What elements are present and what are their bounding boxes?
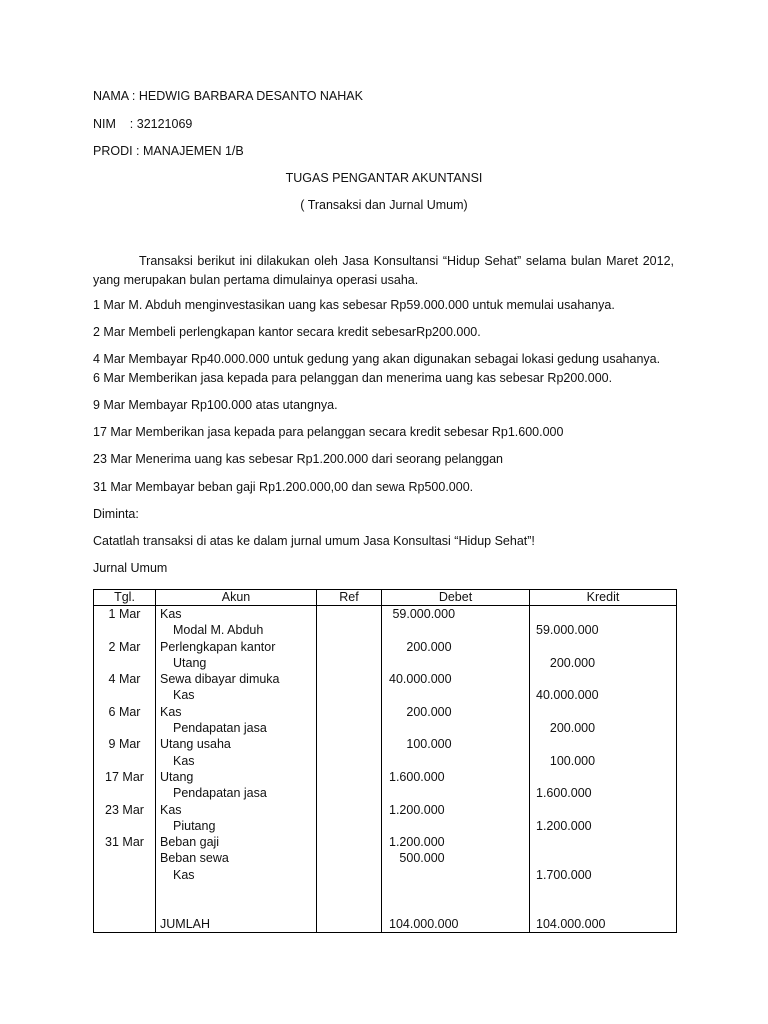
cell-akun: Sewa dibayar dimuka	[156, 671, 317, 687]
cell-kredit	[530, 704, 677, 720]
cell-akun	[156, 899, 317, 915]
transaction-line: 1 Mar M. Abduh menginvestasikan uang kas sebesar Rp59.000.000 untuk memulai usahanya.	[93, 298, 615, 312]
student-prodi: PRODI : MANAJEMEN 1/B	[93, 144, 244, 158]
cell-akun: Utang usaha	[156, 736, 317, 752]
cell-kredit: 59.000.000	[530, 622, 677, 638]
table-row	[94, 818, 677, 834]
cell-tgl	[94, 622, 156, 638]
cell-kredit	[530, 834, 677, 850]
cell-tgl	[94, 850, 156, 866]
cell-akun: Kas	[156, 753, 317, 769]
cell-debet	[382, 655, 530, 671]
header-debet: Debet	[382, 590, 530, 606]
table-row	[94, 769, 677, 785]
cell-akun: Kas	[156, 802, 317, 818]
journal-body	[94, 606, 677, 933]
header-akun: Akun	[156, 590, 317, 606]
cell-akun: Beban gaji	[156, 834, 317, 850]
cell-debet	[382, 883, 530, 899]
cell-ref	[317, 899, 382, 915]
cell-akun: JUMLAH	[156, 916, 317, 933]
cell-akun: Kas	[156, 687, 317, 703]
cell-tgl	[94, 687, 156, 703]
cell-debet: 1.200.000	[382, 802, 530, 818]
cell-ref	[317, 655, 382, 671]
cell-debet	[382, 899, 530, 915]
cell-debet	[382, 785, 530, 801]
table-row	[94, 850, 677, 866]
cell-akun: Kas	[156, 606, 317, 623]
cell-akun: Utang	[156, 769, 317, 785]
cell-kredit	[530, 899, 677, 915]
cell-kredit	[530, 639, 677, 655]
cell-kredit	[530, 606, 677, 623]
cell-debet: 1.200.000	[382, 834, 530, 850]
cell-ref	[317, 622, 382, 638]
cell-akun: Pendapatan jasa	[156, 785, 317, 801]
intro-paragraph	[93, 252, 674, 290]
cell-tgl: 31 Mar	[94, 834, 156, 850]
transaction-line: 23 Mar Menerima uang kas sebesar Rp1.200.000 dari seorang pelanggan	[93, 452, 503, 466]
cell-ref	[317, 867, 382, 883]
cell-debet: 200.000	[382, 639, 530, 655]
cell-kredit: 200.000	[530, 720, 677, 736]
table-row	[94, 899, 677, 915]
cell-debet: 100.000	[382, 736, 530, 752]
cell-tgl: 4 Mar	[94, 671, 156, 687]
cell-kredit: 104.000.000	[530, 916, 677, 933]
cell-ref	[317, 850, 382, 866]
transaction-line: 31 Mar Membayar beban gaji Rp1.200.000,00 dan sewa Rp500.000.	[93, 480, 474, 494]
cell-debet: 104.000.000	[382, 916, 530, 933]
cell-kredit: 40.000.000	[530, 687, 677, 703]
cell-debet	[382, 720, 530, 736]
cell-kredit	[530, 850, 677, 866]
cell-ref	[317, 883, 382, 899]
cell-ref	[317, 704, 382, 720]
cell-ref	[317, 671, 382, 687]
cell-kredit: 1.200.000	[530, 818, 677, 834]
cell-tgl	[94, 655, 156, 671]
table-row	[94, 639, 677, 655]
cell-kredit	[530, 802, 677, 818]
jurnal-umum-label: Jurnal Umum	[93, 561, 168, 575]
table-row	[94, 867, 677, 883]
header-tgl: Tgl.	[94, 590, 156, 606]
table-row	[94, 834, 677, 850]
cell-kredit: 100.000	[530, 753, 677, 769]
cell-debet	[382, 622, 530, 638]
cell-kredit: 1.600.000	[530, 785, 677, 801]
cell-ref	[317, 720, 382, 736]
header-ref: Ref	[317, 590, 382, 606]
cell-ref	[317, 769, 382, 785]
student-name: NAMA : HEDWIG BARBARA DESANTO NAHAK	[93, 89, 363, 103]
cell-ref	[317, 818, 382, 834]
cell-ref	[317, 736, 382, 752]
cell-debet: 59.000.000	[382, 606, 530, 623]
cell-debet: 1.600.000	[382, 769, 530, 785]
document-subtitle: ( Transaksi dan Jurnal Umum)	[300, 198, 468, 212]
transaction-line: 17 Mar Memberikan jasa kepada para pelanggan secara kredit sebesar Rp1.600.000	[93, 425, 564, 439]
cell-ref	[317, 916, 382, 933]
cell-tgl: 17 Mar	[94, 769, 156, 785]
header-kredit: Kredit	[530, 590, 677, 606]
cell-kredit: 200.000	[530, 655, 677, 671]
table-row	[94, 687, 677, 703]
journal-header-row	[94, 590, 677, 606]
cell-debet	[382, 867, 530, 883]
cell-akun: Pendapatan jasa	[156, 720, 317, 736]
student-nim: NIM : 32121069	[93, 117, 193, 131]
cell-ref	[317, 753, 382, 769]
table-row	[94, 785, 677, 801]
cell-akun: Beban sewa	[156, 850, 317, 866]
table-row	[94, 736, 677, 752]
table-row	[94, 655, 677, 671]
document-title: TUGAS PENGANTAR AKUNTANSI	[285, 171, 483, 185]
cell-kredit: 1.700.000	[530, 867, 677, 883]
cell-kredit	[530, 883, 677, 899]
cell-debet: 200.000	[382, 704, 530, 720]
cell-tgl: 2 Mar	[94, 639, 156, 655]
cell-ref	[317, 606, 382, 623]
transaction-line: 2 Mar Membeli perlengkapan kantor secara kredit sebesarRp200.000.	[93, 325, 481, 339]
cell-ref	[317, 834, 382, 850]
cell-akun: Piutang	[156, 818, 317, 834]
cell-tgl: 23 Mar	[94, 802, 156, 818]
cell-kredit	[530, 736, 677, 752]
table-row	[94, 720, 677, 736]
table-row	[94, 606, 677, 623]
cell-tgl	[94, 785, 156, 801]
table-row	[94, 883, 677, 899]
cell-tgl	[94, 720, 156, 736]
cell-kredit	[530, 671, 677, 687]
cell-debet: 500.000	[382, 850, 530, 866]
table-row	[94, 916, 677, 933]
cell-tgl	[94, 883, 156, 899]
cell-tgl: 9 Mar	[94, 736, 156, 752]
cell-debet	[382, 687, 530, 703]
table-row	[94, 671, 677, 687]
cell-akun: Modal M. Abduh	[156, 622, 317, 638]
cell-akun: Perlengkapan kantor	[156, 639, 317, 655]
cell-tgl: 6 Mar	[94, 704, 156, 720]
table-row	[94, 753, 677, 769]
cell-ref	[317, 802, 382, 818]
cell-kredit	[530, 769, 677, 785]
cell-debet	[382, 818, 530, 834]
cell-tgl	[94, 899, 156, 915]
transaction-line: 9 Mar Membayar Rp100.000 atas utangnya.	[93, 398, 338, 412]
cell-ref	[317, 785, 382, 801]
cell-tgl	[94, 867, 156, 883]
table-row	[94, 802, 677, 818]
table-row	[94, 704, 677, 720]
cell-ref	[317, 687, 382, 703]
cell-debet	[382, 753, 530, 769]
cell-tgl	[94, 818, 156, 834]
diminta-label: Diminta:	[93, 507, 139, 521]
intro-text: Transaksi berikut ini dilakukan oleh Jasa Konsultansi “Hidup Sehat” selama bulan Maret 2012, yang merupakan bulan pertama dimulainya operasi usaha.	[93, 254, 674, 287]
cell-akun: Kas	[156, 704, 317, 720]
cell-akun	[156, 883, 317, 899]
transaction-line: 6 Mar Memberikan jasa kepada para pelanggan dan menerima uang kas sebesar Rp200.000.	[93, 371, 613, 385]
instruction-text: Catatlah transaksi di atas ke dalam jurnal umum Jasa Konsultasi “Hidup Sehat”!	[93, 534, 535, 548]
cell-akun: Kas	[156, 867, 317, 883]
cell-tgl: 1 Mar	[94, 606, 156, 623]
cell-tgl	[94, 916, 156, 933]
table-row	[94, 622, 677, 638]
cell-akun: Utang	[156, 655, 317, 671]
cell-ref	[317, 639, 382, 655]
journal-table	[93, 589, 677, 933]
cell-tgl	[94, 753, 156, 769]
cell-debet: 40.000.000	[382, 671, 530, 687]
transaction-line: 4 Mar Membayar Rp40.000.000 untuk gedung yang akan digunakan sebagai lokasi gedung usahanya.	[93, 352, 661, 366]
